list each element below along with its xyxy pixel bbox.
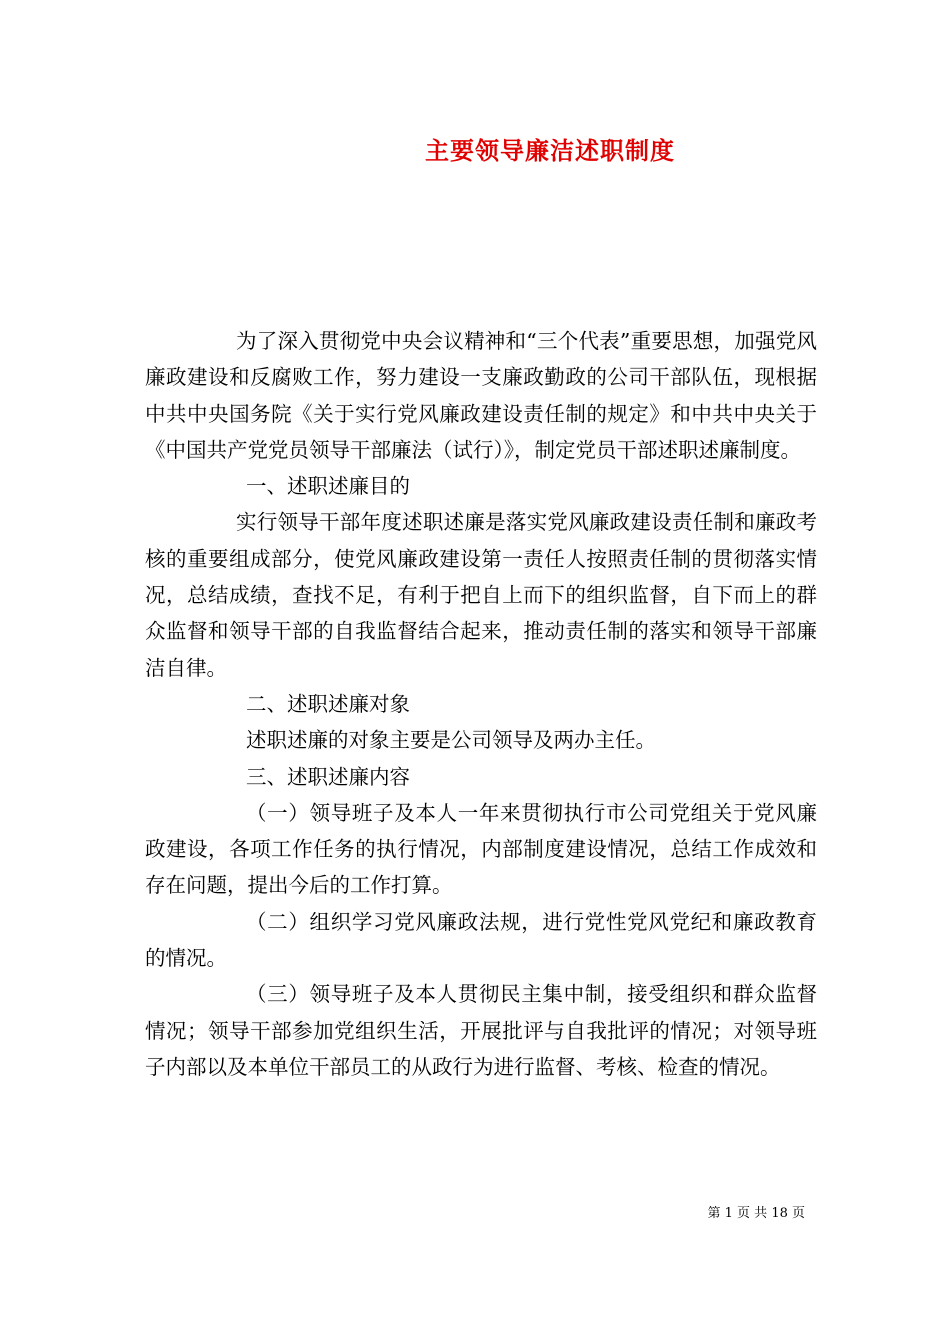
document-title: 主要领导廉洁述职制度 <box>425 136 675 165</box>
page-number: 第 1 页 共 18 页 <box>707 1206 805 1221</box>
section-heading-2: 二、述职述廉对象 <box>246 691 410 716</box>
content-item-3: （三）领导班子及本人贯彻民主集中制，接受组织和群众监督情况；领导干部参加党组织生活，开展批评与自我批评的情况；对领导班子内部以及本单位干部员工的从政行为进行监督、考核、检查的情况。 <box>145 982 817 1079</box>
section-heading-3: 三、述职述廉内容 <box>246 764 410 789</box>
section-heading-1: 一、述职述廉目的 <box>246 474 410 499</box>
paragraph-targets: 述职述廉的对象主要是公司领导及两办主任。 <box>246 728 656 753</box>
document-body <box>145 323 817 1085</box>
content-item-2: （二）组织学习党风廉政法规，进行党性党风党纪和廉政教育的情况。 <box>145 909 817 971</box>
content-item-1: （一）领导班子及本人一年来贯彻执行市公司党组关于党风廉政建设，各项工作任务的执行情况，内部制度建设情况，总结工作成效和存在问题，提出今后的工作打算。 <box>145 800 817 898</box>
paragraph-purpose: 实行领导干部年度述职述廉是落实党风廉政建设责任制和廉政考核的重要组成部分，使党风廉政建设第一责任人按照责任制的贯彻落实情况，总结成绩，查找不足，有利于把自上而下的组织监督，自下而上的群众监督和领导干部的自我监督结合起来，推动责任制的落实和领导干部廉洁自律。 <box>145 510 817 680</box>
paragraph-intro: 为了深入贯彻党中央会议精神和“三个代表”重要思想，加强党风廉政建设和反腐败工作，努力建设一支廉政勤政的公司干部队伍，现根据中共中央国务院《关于实行党风廉政建设责任制的规定》和中共中央关于《中国共产党党员领导干部廉法（试行）》，制定党员干部述职述廉制度。 <box>145 329 817 462</box>
